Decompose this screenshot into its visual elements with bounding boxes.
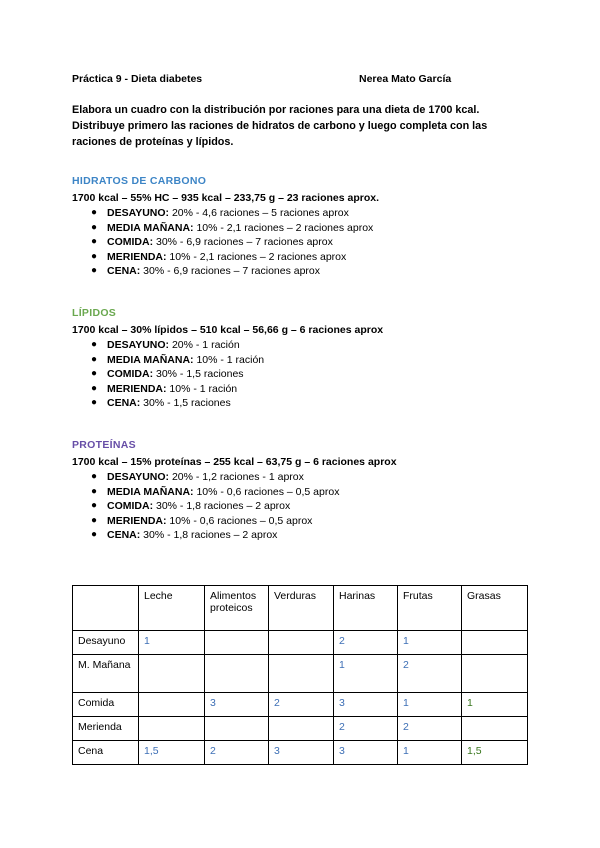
list-item xyxy=(89,338,542,353)
bullet-icon: ● xyxy=(91,353,98,365)
meal-label: MERIENDA: xyxy=(107,382,167,395)
table-row xyxy=(73,741,528,765)
meal-detail: 30% - 6,9 raciones – 7 raciones aprox xyxy=(140,265,321,278)
table-cell xyxy=(139,655,205,693)
table-cell: 1 xyxy=(462,693,528,717)
bullet-icon: ● xyxy=(91,265,98,277)
meal-detail: 10% - 2,1 raciones – 2 raciones aprox xyxy=(193,221,374,234)
meal-detail: 10% - 2,1 raciones – 2 raciones aprox xyxy=(166,250,347,263)
table-cell xyxy=(205,717,269,741)
meal-label: MEDIA MAÑANA: xyxy=(107,221,194,234)
proteinas-list xyxy=(72,470,542,543)
proteinas-heading: PROTEÍNAS xyxy=(72,439,136,451)
table-cell xyxy=(269,717,334,741)
table-cell: 1 xyxy=(398,693,462,717)
meal-label: DESAYUNO: xyxy=(107,207,170,219)
table-cell xyxy=(462,717,528,741)
list-item xyxy=(89,353,542,368)
row-label: Comida xyxy=(73,693,139,717)
instructions-line: Elabora un cuadro con la distribución por raciones para una dieta de 1700 kcal. xyxy=(72,104,480,116)
bullet-icon: ● xyxy=(91,207,98,218)
document-header xyxy=(72,73,532,87)
list-item xyxy=(89,367,542,382)
meal-label: DESAYUNO: xyxy=(107,471,170,483)
hidratos-section xyxy=(72,175,542,279)
list-item xyxy=(89,528,542,543)
table-cell: 2 xyxy=(269,693,334,717)
author-name: Nerea Mato García xyxy=(359,73,452,85)
table-cell: 2 xyxy=(398,655,462,693)
hidratos-list xyxy=(72,206,542,279)
table-cell: 1,5 xyxy=(139,741,205,765)
list-item xyxy=(89,235,542,250)
list-item xyxy=(89,470,542,485)
document-title: Práctica 9 - Dieta diabetes xyxy=(72,73,203,85)
lipidos-list xyxy=(72,338,542,411)
bullet-icon: ● xyxy=(91,382,98,394)
instructions-line: raciones de proteínas y lípidos. xyxy=(72,136,234,148)
meal-label: DESAYUNO: xyxy=(107,339,170,351)
list-item xyxy=(89,221,542,236)
bullet-icon: ● xyxy=(91,339,98,350)
table-cell xyxy=(269,655,334,693)
distribution-table xyxy=(72,585,528,765)
bullet-icon: ● xyxy=(91,500,98,512)
table-row xyxy=(73,693,528,717)
table-row xyxy=(73,717,528,741)
table-cell: 1 xyxy=(334,655,398,693)
meal-label: CENA: xyxy=(107,397,141,410)
list-item xyxy=(89,396,542,411)
list-item xyxy=(89,382,542,397)
meal-label: COMIDA: xyxy=(107,500,154,513)
header-cell: Alimentos proteicos xyxy=(205,586,269,631)
header-cell: Harinas xyxy=(334,586,398,631)
row-label: Cena xyxy=(73,741,139,765)
meal-detail: 10% - 1 ración xyxy=(166,382,238,395)
table-cell xyxy=(139,717,205,741)
meal-detail: 30% - 1,5 raciones xyxy=(140,397,231,410)
table-row xyxy=(73,655,528,693)
list-item xyxy=(89,514,542,529)
table-cell: 1 xyxy=(398,741,462,765)
row-label: M. Mañana xyxy=(73,655,139,693)
table-cell: 3 xyxy=(269,741,334,765)
list-item xyxy=(89,499,542,514)
meal-detail: 10% - 1 ración xyxy=(193,353,265,366)
lipidos-section xyxy=(72,307,542,411)
list-item xyxy=(89,206,542,221)
bullet-icon: ● xyxy=(91,471,98,482)
meal-detail: 30% - 6,9 raciones – 7 raciones aprox xyxy=(153,236,333,249)
table-cell xyxy=(205,655,269,693)
table-cell: 2 xyxy=(398,717,462,741)
meal-label: MEDIA MAÑANA: xyxy=(107,485,194,498)
proteinas-summary: 1700 kcal – 15% proteínas – 255 kcal – 63,75 g – 6 raciones aprox xyxy=(72,456,397,468)
meal-label: MERIENDA: xyxy=(107,514,167,527)
meal-detail: 30% - 1,8 raciones – 2 aprox xyxy=(140,529,278,542)
header-cell: Grasas xyxy=(462,586,528,631)
table-cell: 1,5 xyxy=(462,741,528,765)
row-label: Desayuno xyxy=(73,631,139,655)
header-cell: Leche xyxy=(139,586,205,631)
hidratos-summary: 1700 kcal – 55% HC – 935 kcal – 233,75 g – 23 raciones aprox. xyxy=(72,192,380,204)
list-item xyxy=(89,250,542,265)
bullet-icon: ● xyxy=(91,529,98,541)
table-cell: 3 xyxy=(334,693,398,717)
meal-label: COMIDA: xyxy=(107,368,154,381)
list-item xyxy=(89,264,542,279)
header-cell xyxy=(73,586,139,631)
bullet-icon: ● xyxy=(91,236,98,248)
instructions-line: Distribuye primero las raciones de hidratos de carbono y luego completa con las xyxy=(72,120,488,132)
list-item xyxy=(89,485,542,500)
instructions-paragraph xyxy=(72,102,532,150)
lipidos-heading: LÍPIDOS xyxy=(72,307,117,319)
bullet-icon: ● xyxy=(91,397,98,409)
table-cell: 1 xyxy=(398,631,462,655)
table-row xyxy=(73,631,528,655)
table-cell: 2 xyxy=(334,717,398,741)
table-cell: 3 xyxy=(334,741,398,765)
table-cell xyxy=(269,631,334,655)
table-cell: 2 xyxy=(334,631,398,655)
meal-detail: 10% - 0,6 raciones – 0,5 aprox xyxy=(193,485,340,498)
header-cell: Verduras xyxy=(269,586,334,631)
proteinas-section xyxy=(72,439,542,543)
meal-label: COMIDA: xyxy=(107,236,154,249)
lipidos-summary: 1700 kcal – 30% lípidos – 510 kcal – 56,66 g – 6 raciones aprox xyxy=(72,324,384,336)
table-cell xyxy=(139,693,205,717)
meal-label: CENA: xyxy=(107,265,141,278)
table-cell xyxy=(462,655,528,693)
table-cell: 1 xyxy=(139,631,205,655)
meal-detail: 30% - 1,5 raciones xyxy=(153,368,244,381)
table-header-row xyxy=(73,586,528,631)
bullet-icon: ● xyxy=(91,514,98,526)
meal-detail: 30% - 1,8 raciones – 2 aprox xyxy=(153,500,291,513)
header-cell: Frutas xyxy=(398,586,462,631)
meal-detail: 20% - 1,2 raciones - 1 aprox xyxy=(169,471,304,483)
meal-label: MEDIA MAÑANA: xyxy=(107,353,194,366)
table-cell xyxy=(462,631,528,655)
bullet-icon: ● xyxy=(91,250,98,262)
meal-label: CENA: xyxy=(107,529,141,542)
meal-detail: 10% - 0,6 raciones – 0,5 aprox xyxy=(166,514,313,527)
meal-detail: 20% - 1 ración xyxy=(169,339,240,351)
row-label: Merienda xyxy=(73,717,139,741)
table-cell: 2 xyxy=(205,741,269,765)
meal-label: MERIENDA: xyxy=(107,250,167,263)
hidratos-heading: HIDRATOS DE CARBONO xyxy=(72,175,207,187)
table-cell xyxy=(205,631,269,655)
bullet-icon: ● xyxy=(91,368,98,380)
bullet-icon: ● xyxy=(91,485,98,497)
bullet-icon: ● xyxy=(91,221,98,233)
table-cell: 3 xyxy=(205,693,269,717)
meal-detail: 20% - 4,6 raciones – 5 raciones aprox xyxy=(169,207,349,219)
